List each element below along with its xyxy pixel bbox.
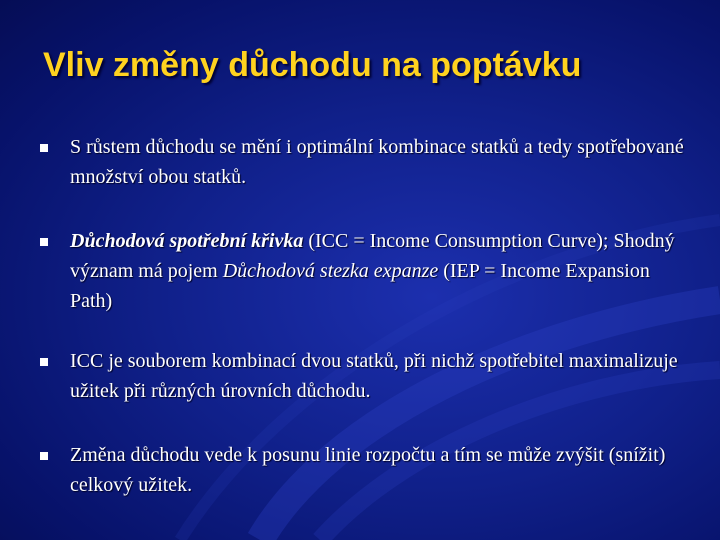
bullet-item <box>40 226 690 316</box>
square-bullet-icon <box>40 452 48 460</box>
bullet-item <box>40 440 690 500</box>
bullet-text: ICC je souborem kombinací dvou statků, při nichž spotřebitel maximalizuje užitek při různých úrovních důchodu. <box>70 350 678 402</box>
bullet-term: Důchodová spotřební křivka <box>70 230 304 252</box>
bullet-text: Změna důchodu vede k posunu linie rozpočtu a tím se může zvýšit (snížit) celkový užitek. <box>70 444 666 496</box>
bullet-text: S růstem důchodu se mění i optimální kombinace statků a tedy spotřebované množství obou statků. <box>70 136 684 188</box>
bullet-list <box>40 132 690 500</box>
bullet-text: (ICC = Income Consumption Curve); Shodný význam má pojem <box>70 230 675 282</box>
square-bullet-icon <box>40 144 48 152</box>
bullet-item <box>40 132 690 192</box>
bullet-term-secondary: Důchodová stezka expanze <box>222 260 439 282</box>
square-bullet-icon <box>40 358 48 366</box>
slide-title: Vliv změny důchodu na poptávku <box>43 46 582 84</box>
bullet-item <box>40 346 690 406</box>
bullet-text: (IEP = Income Expansion Path) <box>70 260 650 312</box>
square-bullet-icon <box>40 238 48 246</box>
